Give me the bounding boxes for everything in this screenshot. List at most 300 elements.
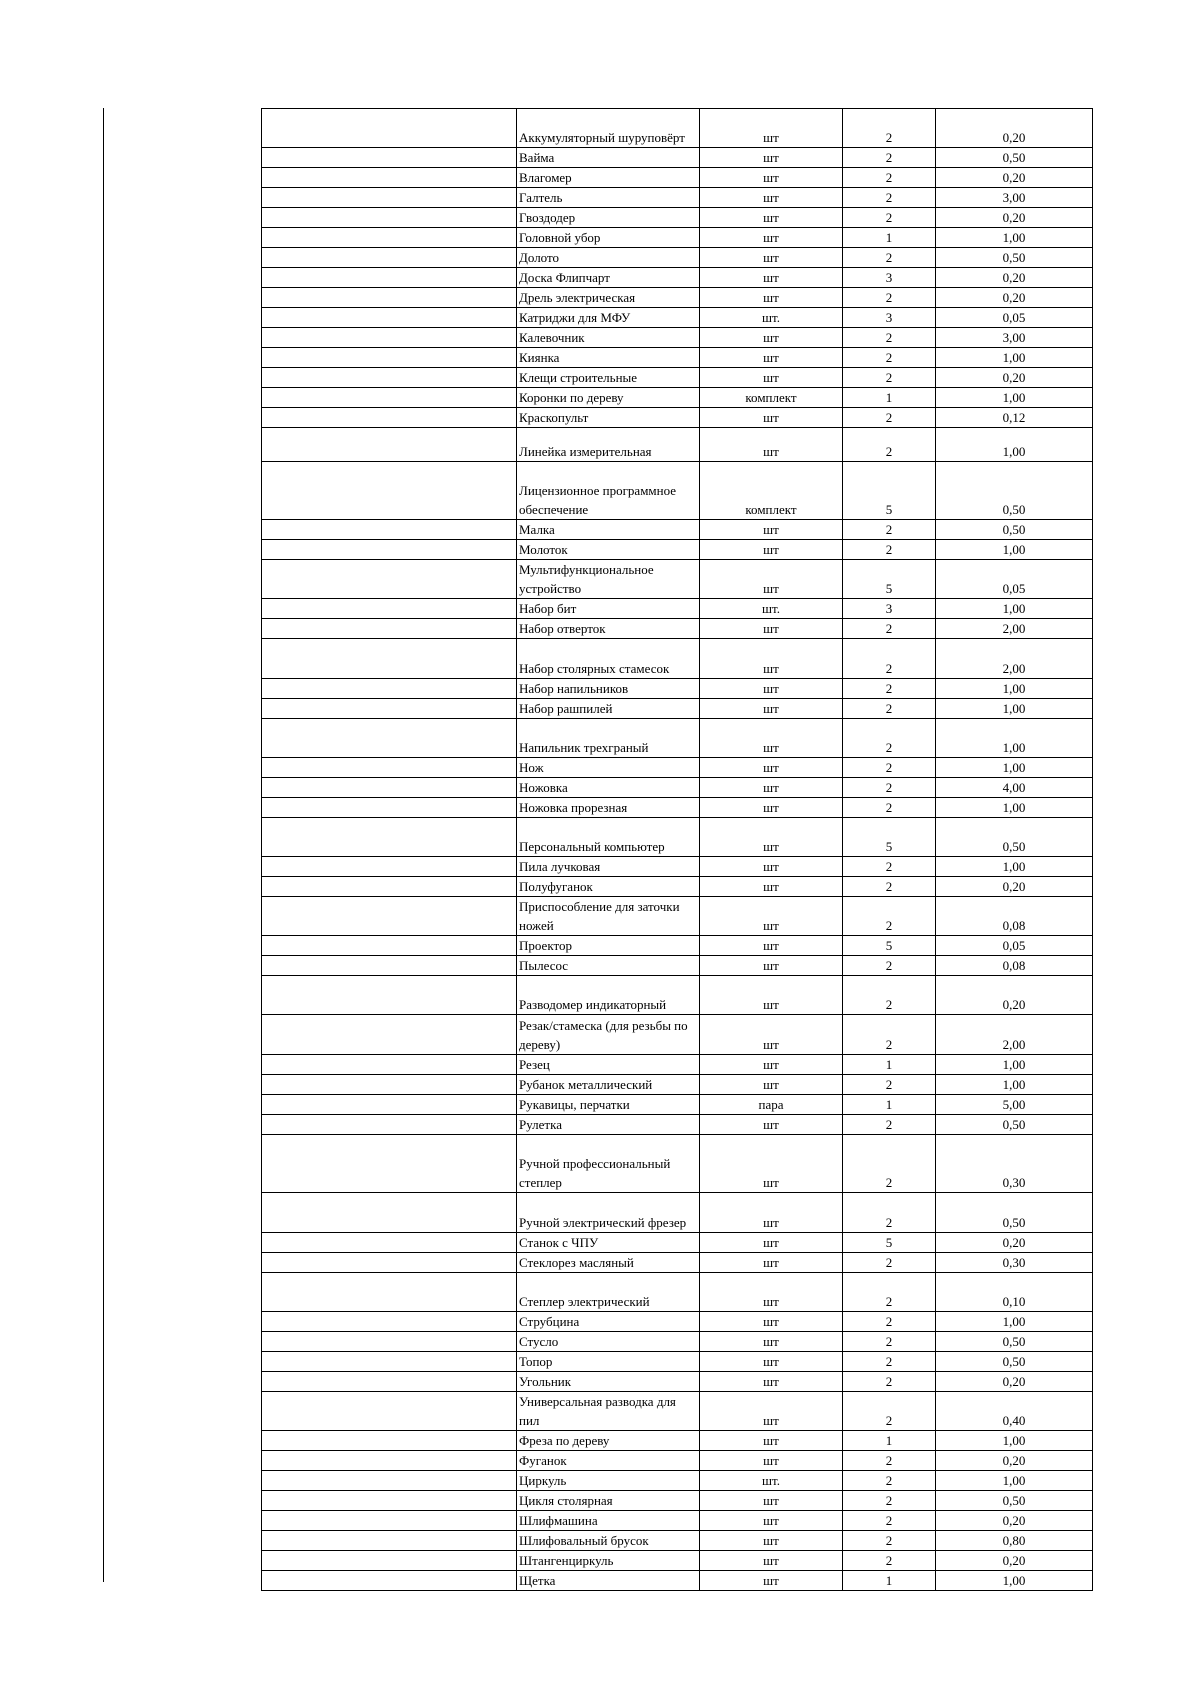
table-row [262, 1550, 1093, 1570]
value-cell: 3,00 [936, 328, 1093, 348]
quantity-cell: 1 [843, 1570, 936, 1590]
empty-cell [262, 1450, 517, 1470]
unit-cell: шт. [700, 308, 843, 328]
item-name: Рубанок металлический [517, 1074, 700, 1094]
unit-cell: шт [700, 148, 843, 168]
quantity-cell: 1 [843, 228, 936, 248]
unit-cell: шт [700, 109, 843, 148]
unit-cell: шт [700, 698, 843, 718]
item-name: Топор [517, 1351, 700, 1371]
quantity-cell: 2 [843, 976, 936, 1015]
empty-cell [262, 368, 517, 388]
table-row [262, 1272, 1093, 1311]
item-name: Дрель электрическая [517, 288, 700, 308]
empty-cell [262, 897, 517, 936]
item-name: Набор рашпилей [517, 698, 700, 718]
value-cell: 0,50 [936, 248, 1093, 268]
item-name: Головной убор [517, 228, 700, 248]
quantity-cell: 2 [843, 797, 936, 817]
unit-cell: шт [700, 718, 843, 757]
quantity-cell: 1 [843, 388, 936, 408]
value-cell: 1,00 [936, 1074, 1093, 1094]
item-name: Стеклорез масляный [517, 1252, 700, 1272]
value-cell: 2,00 [936, 1015, 1093, 1054]
table-row [262, 777, 1093, 797]
empty-cell [262, 388, 517, 408]
value-cell: 0,20 [936, 168, 1093, 188]
quantity-cell: 3 [843, 599, 936, 619]
empty-cell [262, 560, 517, 599]
unit-cell: шт [700, 208, 843, 228]
table-row [262, 1054, 1093, 1074]
value-cell: 0,50 [936, 461, 1093, 520]
quantity-cell: 2 [843, 1272, 936, 1311]
quantity-cell: 1 [843, 1054, 936, 1074]
table-row [262, 797, 1093, 817]
item-name: Линейка измерительная [517, 428, 700, 461]
unit-cell: шт [700, 1015, 843, 1054]
quantity-cell: 2 [843, 639, 936, 678]
item-name: Долото [517, 248, 700, 268]
empty-cell [262, 208, 517, 228]
unit-cell: шт [700, 228, 843, 248]
table-row [262, 877, 1093, 897]
item-name: Напильник трехграный [517, 718, 700, 757]
value-cell: 0,20 [936, 1450, 1093, 1470]
value-cell: 1,00 [936, 718, 1093, 757]
table-row [262, 540, 1093, 560]
table-row [262, 1391, 1093, 1430]
unit-cell: шт [700, 1530, 843, 1550]
empty-cell [262, 757, 517, 777]
value-cell: 1,00 [936, 678, 1093, 698]
quantity-cell: 5 [843, 936, 936, 956]
quantity-cell: 2 [843, 619, 936, 639]
unit-cell: шт [700, 956, 843, 976]
quantity-cell: 2 [843, 428, 936, 461]
value-cell: 0,50 [936, 1114, 1093, 1134]
value-cell: 0,50 [936, 1193, 1093, 1232]
quantity-cell: 2 [843, 1311, 936, 1331]
empty-cell [262, 678, 517, 698]
quantity-cell: 2 [843, 1331, 936, 1351]
unit-cell: шт [700, 1351, 843, 1371]
unit-cell: шт [700, 1074, 843, 1094]
quantity-cell: 2 [843, 1015, 936, 1054]
empty-cell [262, 408, 517, 428]
table-row [262, 328, 1093, 348]
table-row [262, 288, 1093, 308]
value-cell: 4,00 [936, 777, 1093, 797]
unit-cell: шт [700, 428, 843, 461]
unit-cell: комплект [700, 388, 843, 408]
table-row [262, 1371, 1093, 1391]
value-cell: 1,00 [936, 1311, 1093, 1331]
unit-cell: шт [700, 1391, 843, 1430]
table-row [262, 1570, 1093, 1590]
item-name: Шлифмашина [517, 1510, 700, 1530]
quantity-cell: 2 [843, 698, 936, 718]
empty-cell [262, 288, 517, 308]
empty-cell [262, 936, 517, 956]
empty-cell [262, 188, 517, 208]
quantity-cell: 2 [843, 208, 936, 228]
empty-cell [262, 777, 517, 797]
unit-cell: шт [700, 1193, 843, 1232]
table-row [262, 897, 1093, 936]
unit-cell: шт [700, 408, 843, 428]
empty-cell [262, 1311, 517, 1331]
item-name: Фреза по дереву [517, 1430, 700, 1450]
item-name: Полуфуганок [517, 877, 700, 897]
item-name: Шлифовальный брусок [517, 1530, 700, 1550]
quantity-cell: 2 [843, 540, 936, 560]
item-name: Калевочник [517, 328, 700, 348]
item-name: Приспособление для заточки ножей [517, 897, 700, 936]
table-row [262, 1232, 1093, 1252]
item-name: Галтель [517, 188, 700, 208]
unit-cell: шт [700, 1311, 843, 1331]
empty-cell [262, 1530, 517, 1550]
item-name: Краскопульт [517, 408, 700, 428]
quantity-cell: 3 [843, 308, 936, 328]
table-row [262, 1114, 1093, 1134]
table-row [262, 1450, 1093, 1470]
item-name: Проектор [517, 936, 700, 956]
quantity-cell: 2 [843, 1074, 936, 1094]
item-name: Киянка [517, 348, 700, 368]
empty-cell [262, 1252, 517, 1272]
empty-cell [262, 1391, 517, 1430]
item-name: Вайма [517, 148, 700, 168]
value-cell: 0,05 [936, 936, 1093, 956]
table-row [262, 757, 1093, 777]
quantity-cell: 2 [843, 1351, 936, 1371]
item-name: Ручной электрический фрезер [517, 1193, 700, 1232]
table-row [262, 560, 1093, 599]
empty-cell [262, 619, 517, 639]
empty-cell [262, 1470, 517, 1490]
unit-cell: шт [700, 560, 843, 599]
value-cell: 0,20 [936, 268, 1093, 288]
table-row [262, 1134, 1093, 1193]
empty-cell [262, 1114, 517, 1134]
item-name: Персональный компьютер [517, 817, 700, 856]
value-cell: 0,08 [936, 897, 1093, 936]
table-row [262, 1530, 1093, 1550]
quantity-cell: 1 [843, 1094, 936, 1114]
item-name: Струбцина [517, 1311, 700, 1331]
item-name: Набор столярных стамесок [517, 639, 700, 678]
item-name: Щетка [517, 1570, 700, 1590]
value-cell: 1,00 [936, 698, 1093, 718]
table-row [262, 228, 1093, 248]
empty-cell [262, 1074, 517, 1094]
quantity-cell: 2 [843, 1134, 936, 1193]
quantity-cell: 2 [843, 1114, 936, 1134]
unit-cell: комплект [700, 461, 843, 520]
table-row [262, 817, 1093, 856]
item-name: Набор напильников [517, 678, 700, 698]
value-cell: 0,12 [936, 408, 1093, 428]
empty-cell [262, 168, 517, 188]
inventory-table-body [262, 109, 1093, 1591]
unit-cell: шт [700, 1054, 843, 1074]
table-row [262, 461, 1093, 520]
value-cell: 1,00 [936, 599, 1093, 619]
empty-cell [262, 857, 517, 877]
unit-cell: шт [700, 777, 843, 797]
unit-cell: шт [700, 1371, 843, 1391]
value-cell: 2,00 [936, 619, 1093, 639]
quantity-cell: 2 [843, 520, 936, 540]
unit-cell: шт [700, 268, 843, 288]
table-row [262, 678, 1093, 698]
item-name: Нож [517, 757, 700, 777]
empty-cell [262, 461, 517, 520]
quantity-cell: 2 [843, 877, 936, 897]
quantity-cell: 2 [843, 678, 936, 698]
value-cell: 0,20 [936, 976, 1093, 1015]
value-cell: 1,00 [936, 388, 1093, 408]
table-row [262, 1490, 1093, 1510]
quantity-cell: 2 [843, 1490, 936, 1510]
value-cell: 0,30 [936, 1252, 1093, 1272]
quantity-cell: 5 [843, 560, 936, 599]
unit-cell: шт [700, 288, 843, 308]
value-cell: 1,00 [936, 857, 1093, 877]
empty-cell [262, 148, 517, 168]
unit-cell: шт [700, 168, 843, 188]
empty-cell [262, 1134, 517, 1193]
item-name: Рулетка [517, 1114, 700, 1134]
item-name: Аккумуляторный шуруповёрт [517, 109, 700, 148]
empty-cell [262, 718, 517, 757]
value-cell: 1,00 [936, 757, 1093, 777]
unit-cell: шт [700, 1134, 843, 1193]
table-row [262, 109, 1093, 148]
value-cell: 1,00 [936, 348, 1093, 368]
quantity-cell: 2 [843, 897, 936, 936]
empty-cell [262, 308, 517, 328]
unit-cell: шт [700, 248, 843, 268]
empty-cell [262, 1490, 517, 1510]
quantity-cell: 2 [843, 408, 936, 428]
table-row [262, 348, 1093, 368]
empty-cell [262, 1570, 517, 1590]
value-cell: 0,80 [936, 1530, 1093, 1550]
value-cell: 0,50 [936, 148, 1093, 168]
unit-cell: шт [700, 368, 843, 388]
value-cell: 0,50 [936, 1331, 1093, 1351]
unit-cell: шт [700, 936, 843, 956]
item-name: Лицензионное программное обеспечение [517, 461, 700, 520]
unit-cell: шт [700, 1550, 843, 1570]
value-cell: 2,00 [936, 639, 1093, 678]
value-cell: 0,50 [936, 520, 1093, 540]
quantity-cell: 2 [843, 288, 936, 308]
unit-cell: шт [700, 1490, 843, 1510]
empty-cell [262, 1015, 517, 1054]
table-row [262, 698, 1093, 718]
empty-cell [262, 109, 517, 148]
table-row [262, 718, 1093, 757]
value-cell: 1,00 [936, 1570, 1093, 1590]
value-cell: 0,50 [936, 1490, 1093, 1510]
empty-cell [262, 348, 517, 368]
item-name: Цикля столярная [517, 1490, 700, 1510]
unit-cell: шт [700, 328, 843, 348]
empty-cell [262, 1550, 517, 1570]
table-row [262, 208, 1093, 228]
value-cell: 3,00 [936, 188, 1093, 208]
item-name: Циркуль [517, 1470, 700, 1490]
quantity-cell: 2 [843, 348, 936, 368]
empty-cell [262, 1430, 517, 1450]
table-row [262, 956, 1093, 976]
item-name: Набор бит [517, 599, 700, 619]
quantity-cell: 5 [843, 461, 936, 520]
quantity-cell: 2 [843, 368, 936, 388]
value-cell: 0,20 [936, 368, 1093, 388]
empty-cell [262, 540, 517, 560]
value-cell: 1,00 [936, 1430, 1093, 1450]
value-cell: 0,20 [936, 109, 1093, 148]
unit-cell: шт [700, 1114, 843, 1134]
table-row [262, 1470, 1093, 1490]
unit-cell: шт [700, 1272, 843, 1311]
item-name: Ножовка прорезная [517, 797, 700, 817]
unit-cell: шт [700, 678, 843, 698]
item-name: Доска Флипчарт [517, 268, 700, 288]
quantity-cell: 2 [843, 718, 936, 757]
quantity-cell: 2 [843, 857, 936, 877]
value-cell: 1,00 [936, 228, 1093, 248]
table-row [262, 368, 1093, 388]
unit-cell: шт [700, 857, 843, 877]
unit-cell: шт [700, 1430, 843, 1450]
table-row [262, 936, 1093, 956]
unit-cell: шт [700, 897, 843, 936]
value-cell: 0,05 [936, 308, 1093, 328]
item-name: Степлер электрический [517, 1272, 700, 1311]
empty-cell [262, 1510, 517, 1530]
table-row [262, 188, 1093, 208]
unit-cell: шт [700, 976, 843, 1015]
quantity-cell: 5 [843, 817, 936, 856]
table-row [262, 1074, 1093, 1094]
item-name: Ножовка [517, 777, 700, 797]
unit-cell: пара [700, 1094, 843, 1114]
table-row [262, 520, 1093, 540]
empty-cell [262, 428, 517, 461]
empty-cell [262, 1351, 517, 1371]
empty-cell [262, 976, 517, 1015]
empty-cell [262, 956, 517, 976]
item-name: Универсальная разводка для пил [517, 1391, 700, 1430]
item-name: Штангенциркуль [517, 1550, 700, 1570]
table-row [262, 1430, 1093, 1450]
value-cell: 1,00 [936, 428, 1093, 461]
empty-cell [262, 877, 517, 897]
unit-cell: шт [700, 1450, 843, 1470]
table-row [262, 148, 1093, 168]
unit-cell: шт. [700, 599, 843, 619]
value-cell: 0,20 [936, 1371, 1093, 1391]
value-cell: 1,00 [936, 540, 1093, 560]
quantity-cell: 2 [843, 109, 936, 148]
quantity-cell: 2 [843, 328, 936, 348]
table-row [262, 408, 1093, 428]
table-row [262, 1510, 1093, 1530]
unit-cell: шт [700, 797, 843, 817]
table-row [262, 857, 1093, 877]
empty-cell [262, 1054, 517, 1074]
quantity-cell: 2 [843, 1450, 936, 1470]
table-row [262, 248, 1093, 268]
quantity-cell: 2 [843, 1510, 936, 1530]
empty-cell [262, 639, 517, 678]
item-name: Резак/стамеска (для резьбы по дереву) [517, 1015, 700, 1054]
quantity-cell: 2 [843, 1391, 936, 1430]
empty-cell [262, 328, 517, 348]
quantity-cell: 2 [843, 1193, 936, 1232]
table-row [262, 1351, 1093, 1371]
table-row [262, 599, 1093, 619]
quantity-cell: 2 [843, 168, 936, 188]
value-cell: 0,20 [936, 288, 1093, 308]
quantity-cell: 2 [843, 1550, 936, 1570]
quantity-cell: 2 [843, 777, 936, 797]
item-name: Клещи строительные [517, 368, 700, 388]
unit-cell: шт [700, 1331, 843, 1351]
item-name: Фуганок [517, 1450, 700, 1470]
value-cell: 0,20 [936, 1232, 1093, 1252]
item-name: Катриджи для МФУ [517, 308, 700, 328]
value-cell: 0,30 [936, 1134, 1093, 1193]
table-row [262, 308, 1093, 328]
item-name: Разводомер индикаторный [517, 976, 700, 1015]
quantity-cell: 3 [843, 268, 936, 288]
item-name: Станок с ЧПУ [517, 1232, 700, 1252]
value-cell: 0,20 [936, 208, 1093, 228]
table-row [262, 1094, 1093, 1114]
quantity-cell: 2 [843, 148, 936, 168]
item-name: Гвоздодер [517, 208, 700, 228]
quantity-cell: 5 [843, 1232, 936, 1252]
value-cell: 0,20 [936, 877, 1093, 897]
value-cell: 0,40 [936, 1391, 1093, 1430]
table-row [262, 639, 1093, 678]
unit-cell: шт [700, 348, 843, 368]
table-row [262, 976, 1093, 1015]
empty-cell [262, 1331, 517, 1351]
unit-cell: шт [700, 1570, 843, 1590]
unit-cell: шт [700, 1232, 843, 1252]
item-name: Стусло [517, 1331, 700, 1351]
unit-cell: шт [700, 520, 843, 540]
value-cell: 1,00 [936, 1470, 1093, 1490]
item-name: Ручной профессиональный степлер [517, 1134, 700, 1193]
empty-cell [262, 1272, 517, 1311]
quantity-cell: 2 [843, 956, 936, 976]
unit-cell: шт [700, 1510, 843, 1530]
item-name: Малка [517, 520, 700, 540]
table-row [262, 168, 1093, 188]
item-name: Резец [517, 1054, 700, 1074]
item-name: Коронки по дереву [517, 388, 700, 408]
table-row [262, 428, 1093, 461]
